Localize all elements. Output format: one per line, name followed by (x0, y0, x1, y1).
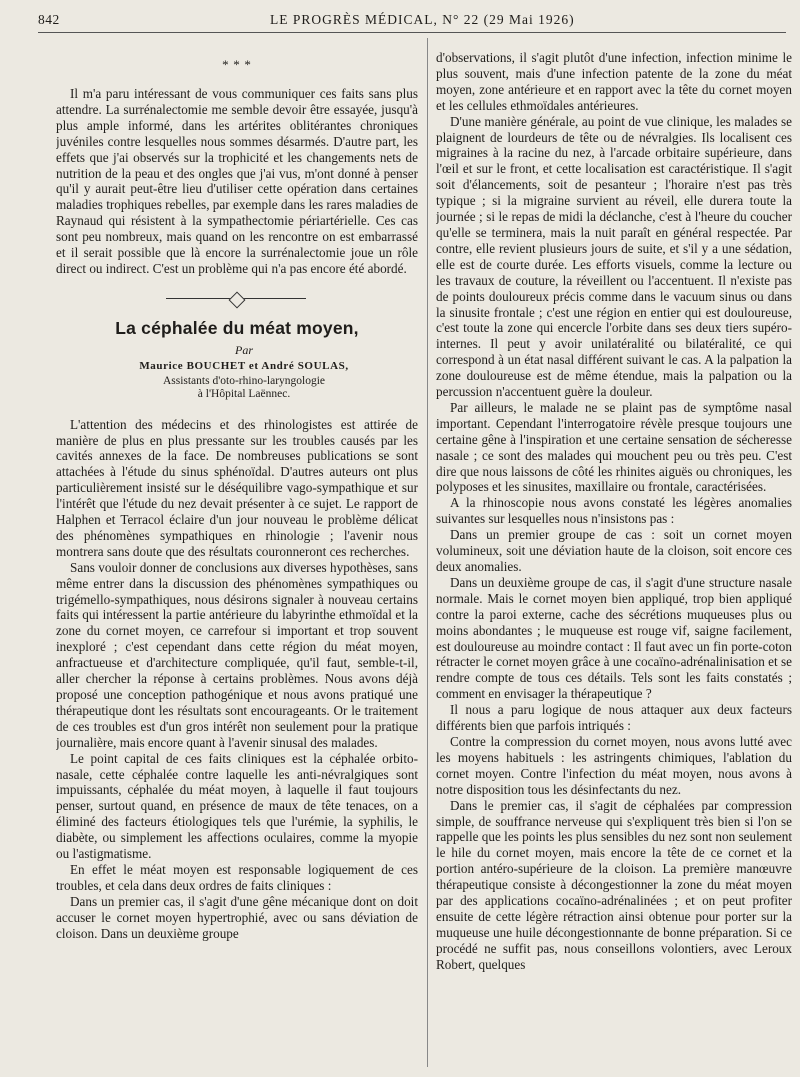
body-paragraph: Contre la compression du cornet moyen, nous avons lutté avec les moyens habituels : les astringents chimiques, l'ablation du cornet moyen. Contre l'infection du méat moyen, nous avons à notre disposition tous les désinfectants du nez. (436, 733, 792, 797)
body-paragraph: Dans un premier groupe de cas : soit un cornet moyen volumineux, soit une déviation haute de la cloison, soit encore ces deux anomalies. (436, 527, 792, 574)
article-title: La céphalée du méat moyen, (115, 317, 359, 338)
body-paragraph: A la rhinoscopie nous avons constaté les légères anomalies suivantes sur lesquelles nous n'insistons pas : (436, 495, 792, 527)
body-paragraph: Dans le premier cas, il s'agit de céphalées par compression simple, de souffrance nerveuse qui s'expliquent très bien si l'on se rappelle que les points les plus sensibles du nez sont non seulement le hile du cornet moyen, mais encore la tête de ce cornet et la portion antéro-supérieure de la cloison. La première manœuvre thérapeutique consiste à décongestionner la zone du méat moyen par des applications cocaïno-adrénalinées ; et on peut profiter ensuite de cette légère rétraction ainsi obtenue pour porter sur la muqueuse une huile décongestionnante de bonne préparation. Si ce procédé ne suffit pas, nous conseillons volontiers, avec Leroux Robert, quelques (436, 797, 792, 972)
author-affiliation: Assistants d'oto-rhino-laryngologie (162, 374, 326, 387)
body-paragraph: L'attention des médecins et des rhinologistes est attirée de manière de plus en plus pressante sur les troubles causés par les cavités annexes de la face. De nombreuses publications se sont attachées à l'étude du sinus sphénoïdal. D'autres auteurs ont plus particulièrement insisté sur le déséquilibre vago-sympathique et sur l'intérêt que l'étude du nez devait présenter à ce sujet. Le rapport de Halphen et Terracol éclaire d'un jour nouveau le problème délicat des phénomènes sympathiques en rhinologie ; l'avenir nous montrera sans doute que des résultats couronneront ces recherches. (56, 416, 418, 559)
right-column (436, 50, 792, 1069)
body-paragraph: Dans un deuxième groupe de cas, il s'agit d'une structure nasale normale. Mais le cornet moyen bien appliqué, trop bien appliqué contre la paroi externe, cache des sécrétions muqueuses plus ou moins abondantes ; le muqueuse est rouge vif, saigne facilement, est douloureuse au moindre contact : Il faut avec un fin porte-coton rétracter le cornet moyen grâce à une cocaïno-adrénalinisation et se rendre compte de tous ces détails. Tels sont les faits constatés ; comment en envisager la thérapeutique ? (436, 574, 792, 702)
intro-paragraph: Il m'a paru intéressant de vous communiquer ces faits sans plus attendre. La surrénalectomie me semble devoir être essayée, jusqu'à plus ample informé, dans les artérites oblitérantes chroniques juvéniles contre lesquelles nous sommes désarmés. D'autre part, les effets que j'ai observés sur la trophicité et les changements nets de nutrition de la peau et des ongles que j'ai vus, m'ont donné à penser qu'il y aurait peut-être lieu d'utiliser cette opération dans certaines maladies trophiques rebelles, par exemple dans les rares maladies de Raynaud qui résistent à la sympathectomie périartérielle. Ces cas sont peu nombreux, mais quand on les rencontre on est embarrassé et il serait possible que là encore la surrénalectomie joue un rôle direct ou indirect. C'est un problème qui n'a pas encore été abordé. (56, 86, 418, 276)
left-column (56, 44, 418, 1069)
body-paragraph: Le point capital de ces faits cliniques est la céphalée orbito-nasale, cette céphalée contre laquelle les anti-névralgiques sont impuissants, céphalée du méat moyen, à laquelle il faut toujours penser, surtout quand, en présence de maux de tête tenaces, on a éliminé des facteurs étiologiques tels que l'urémie, la syphilis, le diabète, ou simplement les affections oculaires, comme la myopie ou l'astigmatisme. (56, 750, 418, 862)
body-paragraph: Il nous a paru logique de nous attaquer aux deux facteurs différents bien que parfois intriqués : (436, 702, 792, 734)
page-header (38, 10, 786, 33)
page-number: 842 (38, 12, 60, 27)
body-paragraph: Dans un premier cas, il s'agit d'une gêne mécanique dont on doit accuser le cornet moyen hypertrophié, avec ou sans déviation de cloison. Dans un deuxième groupe (56, 893, 418, 941)
article-authors: Maurice BOUCHET et André SOULAS, (139, 359, 349, 372)
body-paragraph: Par ailleurs, le malade ne se plaint pas de symptôme nasal important. Cependant l'interrogatoire révèle presque toujours une certaine gêne à l'inspiration et une certaine sensation de sécheresse nasale ; ce sont des malades qui mouchent peu ou très peu. C'est dire que nous laissons de côté les rhinites aiguës ou chroniques, les polyposes et les sinusites, maxillaire ou frontale, caractérisées. (436, 399, 792, 495)
section-divider-ornament (56, 287, 418, 311)
by-line: Par (235, 342, 253, 357)
author-hospital: à l'Hôpital Laënnec. (197, 387, 291, 400)
column-divider (427, 38, 428, 1067)
body-paragraph: En effet le méat moyen est responsable logiquement de ces troubles, et cela dans deux ordres de faits cliniques : (56, 861, 418, 893)
journal-title: LE PROGRÈS MÉDICAL, N° 22 (29 Mai 1926) (270, 12, 575, 27)
body-paragraph: d'observations, il s'agit plutôt d'une infection, infection minime le plus souvent, mais d'une infection patente de la zone du méat moyen, zone antérieure et en rapport avec la tête du cornet moyen et les cellules ethmoïdales antérieures. (436, 50, 792, 113)
section-stars: * * * (222, 57, 252, 72)
body-paragraph: Sans vouloir donner de conclusions aux diverses hypothèses, sans même entrer dans la discussion des phénomènes sympathiques ou trigémello-sympathiques, nous désirons signaler à nouveau certains faits qui intéressent la partie antérieure du labyrinthe ethmoïdal et la zone du cornet moyen, ce carrefour si important et trop souvent inexploré ; c'est cependant dans cette région du méat moyen, anfractueuse et d'architecture compliquée, qu'il faut, semble-t-il, aller chercher la réponse à certains problèmes. Nous avons déjà proposé une conception pathogénique et nous avons pratiqué une thérapeutique dont les résultats sont encourageants. Or le traitement de ces troubles est d'un gros intérêt non seulement pour la pratique journalière, mais encore quant à l'avenir sinusal des malades. (56, 559, 418, 750)
body-paragraph: D'une manière générale, au point de vue clinique, les malades se plaignent de lourdeurs de tête ou de névralgies. Ils localisent ces migraines à la racine du nez, à l'arcade orbitaire supérieure, dans l'œil et sur le front, et cette localisation est caractéristique. Il s'agit soit d'élancements, soit de pesanteur ; l'horaire n'est pas très typique ; si la migraine survient au réveil, elle durera toute la journée ; si le repas de midi la déclanche, c'est à l'heure du coucher qu'elle se terminera, mais la nuit paraît en général respectée. Par contre, elle revient plusieurs jours de suite, et s'il y a une sédation, elle est de courte durée. Les efforts visuels, comme la lecture ou les travaux de couture, la réveillent ou l'accentuent. Il n'existe pas de points douloureux précis comme dans le vacuum sinus ou dans la sinusite frontale ; c'est une région en entier qui est douloureuse, c'est toute la zone qui encercle l'orbite dans ses deux tiers supéro-internes. Il peut y avoir unilatéralité ou bilatéralité, ce qui correspond à un état nasal différent suivant le cas. A la palpation la zone douloureuse est de même étendue, mais la palpation ou la percussion n'accentuent guère la douleur. (436, 113, 792, 400)
